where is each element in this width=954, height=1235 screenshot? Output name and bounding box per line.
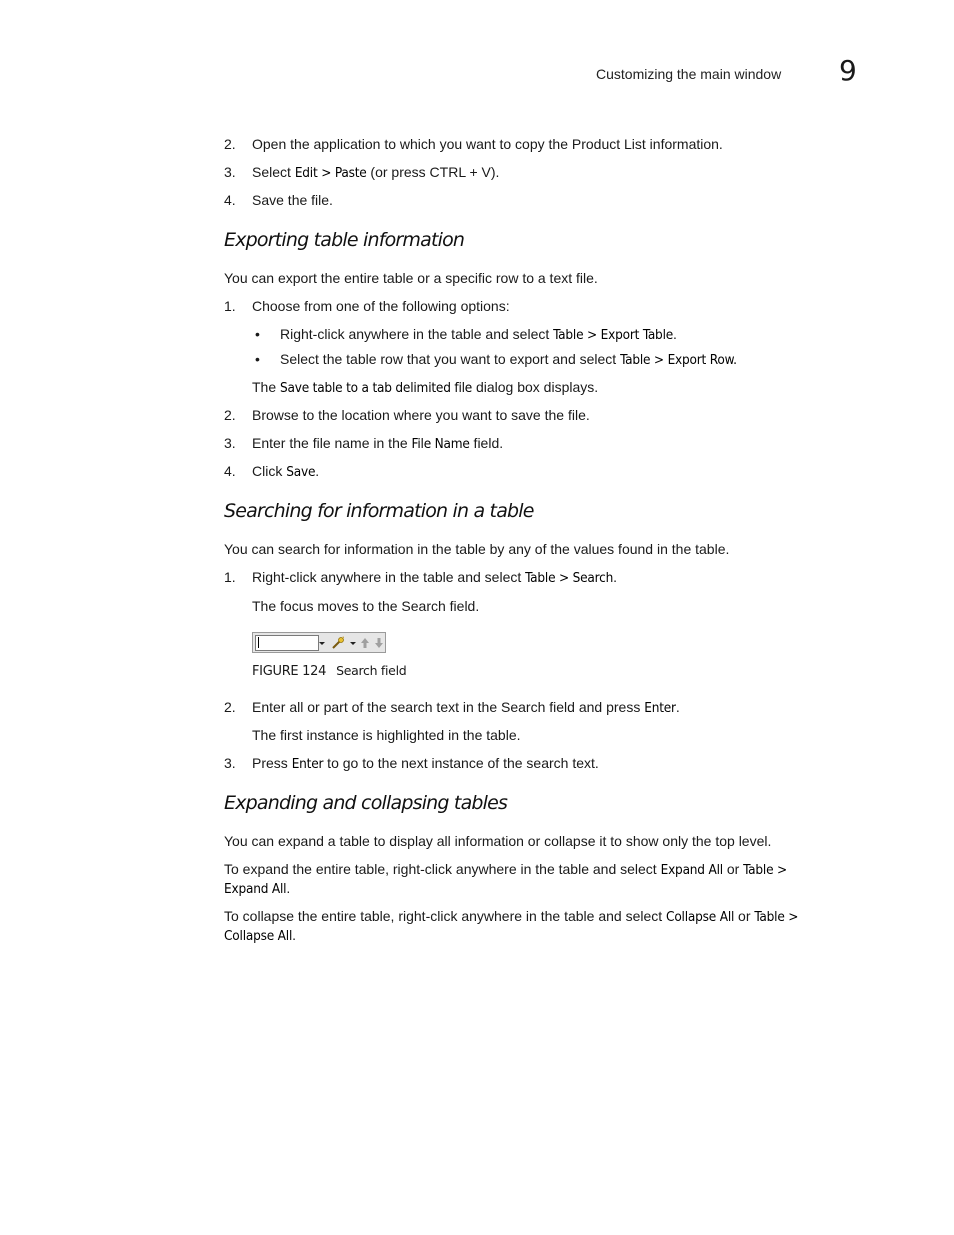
ui-term: Enter bbox=[644, 700, 676, 716]
step-number: 3. bbox=[224, 435, 236, 451]
text-run: Click bbox=[252, 463, 287, 479]
text-run: Select bbox=[252, 164, 295, 180]
text-run: Save the file. bbox=[252, 192, 333, 208]
paragraph-line bbox=[224, 907, 798, 926]
text-run: or bbox=[734, 908, 755, 924]
text-run: . bbox=[286, 880, 291, 896]
step-text bbox=[252, 462, 319, 481]
text-run: . bbox=[292, 927, 297, 943]
step-number: 2. bbox=[224, 407, 236, 423]
ui-term: File Name bbox=[411, 436, 470, 452]
paragraph-line bbox=[224, 860, 787, 879]
figure-caption bbox=[252, 661, 406, 681]
text-run: field. bbox=[469, 435, 504, 451]
text-run: Enter all or part of the search text in the Search field and press bbox=[252, 699, 645, 715]
ui-term: Save bbox=[286, 464, 316, 480]
step-text bbox=[252, 406, 590, 424]
text-run: The bbox=[252, 379, 281, 395]
figure-title: Search field bbox=[336, 663, 407, 678]
ui-term: Table > Export Table bbox=[553, 327, 674, 343]
text-run: Right-click anywhere in the table and select bbox=[252, 569, 526, 585]
bullet-text bbox=[280, 325, 677, 344]
step-result: The focus moves to the Search field. bbox=[252, 598, 480, 614]
step-result: The first instance is highlighted in the table. bbox=[252, 727, 521, 743]
ui-term: Collapse All bbox=[666, 909, 735, 925]
ui-term: Expand All bbox=[224, 881, 287, 897]
text-run: dialog box displays. bbox=[472, 379, 599, 395]
section-intro: You can search for information in the table by any of the values found in the table. bbox=[224, 541, 730, 557]
ui-term: Save table to a tab delimited file bbox=[280, 380, 473, 396]
text-run: . bbox=[613, 569, 618, 585]
text-run: to go to the next instance of the search text. bbox=[323, 755, 599, 771]
bullet-icon: • bbox=[255, 326, 260, 342]
ui-term: Collapse All bbox=[224, 928, 293, 944]
text-run: Enter the file name in the bbox=[252, 435, 412, 451]
step-number: 4. bbox=[224, 463, 236, 479]
bullet-icon: • bbox=[255, 351, 260, 367]
step-number: 1. bbox=[224, 569, 236, 585]
ui-term: Table > bbox=[754, 909, 799, 925]
ui-term: Expand All bbox=[660, 862, 723, 878]
search-field-figure bbox=[252, 632, 386, 653]
step-result bbox=[252, 378, 598, 397]
step-number: 3. bbox=[224, 164, 236, 180]
section-heading-searching: Searching for information in a table bbox=[224, 500, 534, 522]
text-run: Press bbox=[252, 755, 292, 771]
section-intro: You can expand a table to display all information or collapse it to show only the top level. bbox=[224, 833, 772, 849]
chapter-number: 9 bbox=[839, 54, 857, 87]
step-number: 3. bbox=[224, 755, 236, 771]
step-text bbox=[252, 191, 333, 209]
ui-term: Table > Export Row. bbox=[620, 352, 737, 368]
step-number: 2. bbox=[224, 699, 236, 715]
text-run: To expand the entire table, right-click anywhere in the table and select bbox=[224, 861, 661, 877]
text-run: or bbox=[722, 861, 744, 877]
text-run: . bbox=[315, 463, 320, 479]
text-run: To collapse the entire table, right-click anywhere in the table and select bbox=[224, 908, 667, 924]
text-run: . bbox=[675, 699, 680, 715]
text-run: Right-click anywhere in the table and select bbox=[280, 326, 554, 342]
ui-term: Enter bbox=[291, 756, 324, 772]
step-text bbox=[252, 163, 499, 182]
running-header: Customizing the main window bbox=[596, 66, 782, 82]
step-number: 1. bbox=[224, 298, 236, 314]
step-number: 4. bbox=[224, 192, 236, 208]
arrow-down-icon[interactable] bbox=[372, 635, 385, 651]
step-text: Choose from one of the following options: bbox=[252, 298, 510, 314]
text-run: Open the application to which you want to copy the Product List information. bbox=[252, 136, 723, 152]
step-text bbox=[252, 568, 617, 587]
step-text bbox=[252, 754, 599, 773]
ui-term: Table > bbox=[743, 862, 787, 878]
step-text bbox=[252, 434, 503, 453]
text-run: Select the table row that you want to export and select bbox=[280, 351, 621, 367]
text-run: . bbox=[673, 326, 677, 342]
text-run: Browse to the location where you want to save the file. bbox=[252, 407, 590, 423]
ui-term: Table > Search bbox=[525, 570, 614, 586]
step-number: 2. bbox=[224, 136, 236, 152]
figure-label: FIGURE 124 bbox=[252, 664, 327, 679]
step-text bbox=[252, 698, 680, 717]
text-run: (or press CTRL + V). bbox=[366, 164, 500, 180]
paragraph-line bbox=[224, 879, 290, 898]
bullet-text bbox=[280, 350, 737, 369]
paragraph-line bbox=[224, 926, 296, 945]
section-heading-expanding: Expanding and collapsing tables bbox=[224, 792, 508, 814]
chevron-down-icon[interactable] bbox=[318, 635, 326, 651]
section-heading-exporting: Exporting table information bbox=[224, 229, 465, 251]
section-intro: You can export the entire table or a specific row to a text file. bbox=[224, 270, 598, 286]
search-input[interactable] bbox=[255, 635, 319, 651]
ui-term: Edit > Paste bbox=[294, 165, 367, 181]
chevron-down-icon[interactable] bbox=[349, 635, 357, 651]
step-text bbox=[252, 135, 723, 153]
search-wand-icon[interactable] bbox=[329, 635, 347, 651]
arrow-up-icon[interactable] bbox=[358, 635, 371, 651]
